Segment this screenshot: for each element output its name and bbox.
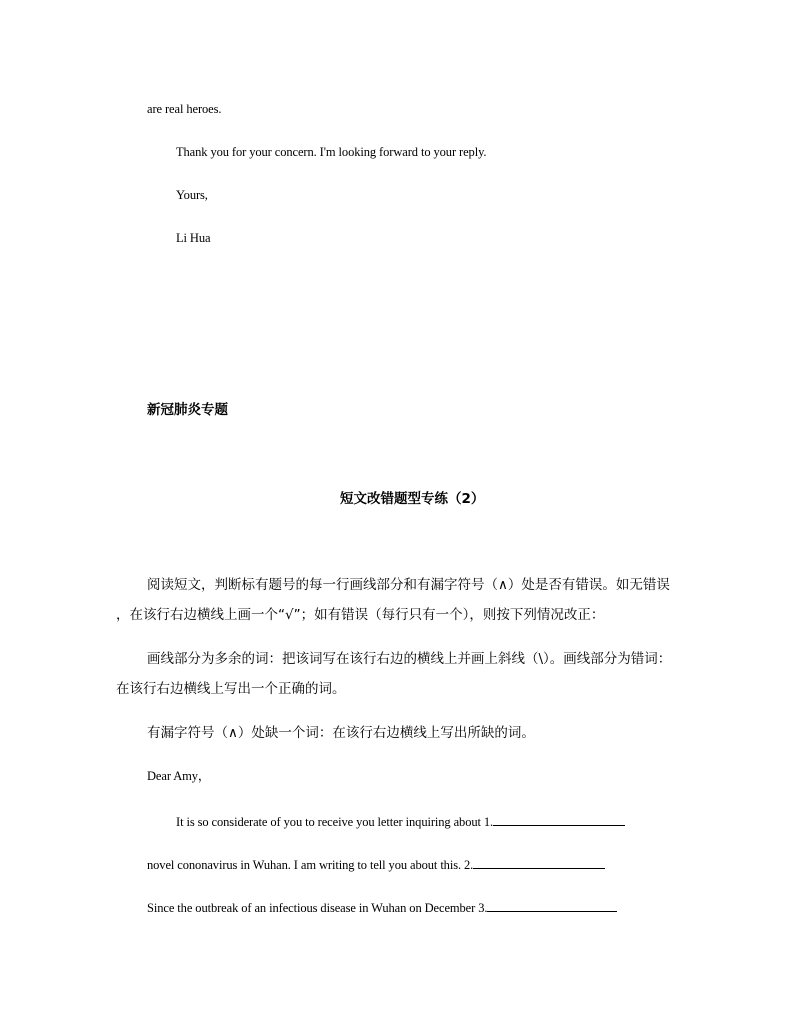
instruction-paragraph-3: 有漏字符号（∧）处缺一个词：在该行右边横线上写出所缺的词。 (147, 725, 535, 741)
answer-blank-3[interactable] (487, 900, 617, 912)
exercise-line-number: 2. (464, 858, 474, 872)
exercise-line-1 (176, 814, 625, 829)
exercise-line-text: novel cononavirus in Wuhan. I am writing to tell you about this. (147, 858, 465, 872)
instruction-paragraph-2-line-1: 画线部分为多余的词：把该词写在该行右边的横线上并画上斜线（\）。画线部分为错词： (147, 651, 672, 667)
letter-body-line: are real heroes. (147, 102, 222, 116)
exercise-line-text: Since the outbreak of an infectious disease in Wuhan on December (147, 901, 479, 915)
answer-blank-2[interactable] (473, 857, 605, 869)
instruction-paragraph-1-line-1: 阅读短文，判断标有题号的每一行画线部分和有漏字符号（∧）处是否有错误。如无错误 (147, 577, 670, 593)
letter-greeting: Dear Amy， (147, 769, 211, 783)
letter-signature: Li Hua (176, 231, 211, 245)
exercise-line-2 (147, 857, 605, 872)
exercise-line-text: It is so considerate of you to receive you letter inquiring about (176, 815, 484, 829)
exercise-line-number: 3. (478, 901, 488, 915)
instruction-paragraph-1-line-2: ，在该行右边横线上画一个“√”；如有错误（每行只有一个），则按下列情况改正： (116, 607, 605, 623)
exercise-title: 短文改错题型专练（2） (340, 491, 485, 507)
exercise-line-number: 1. (483, 815, 494, 829)
exercise-line-3 (147, 900, 617, 915)
answer-blank-1[interactable] (493, 814, 625, 826)
letter-closing-line: Thank you for your concern. I'm looking forward to your reply. (176, 145, 487, 159)
letter-sign-off: Yours, (176, 188, 208, 202)
section-label: 新冠肺炎专题 (147, 402, 228, 418)
instruction-paragraph-2-line-2: 在该行右边横线上写出一个正确的词。 (116, 681, 346, 697)
